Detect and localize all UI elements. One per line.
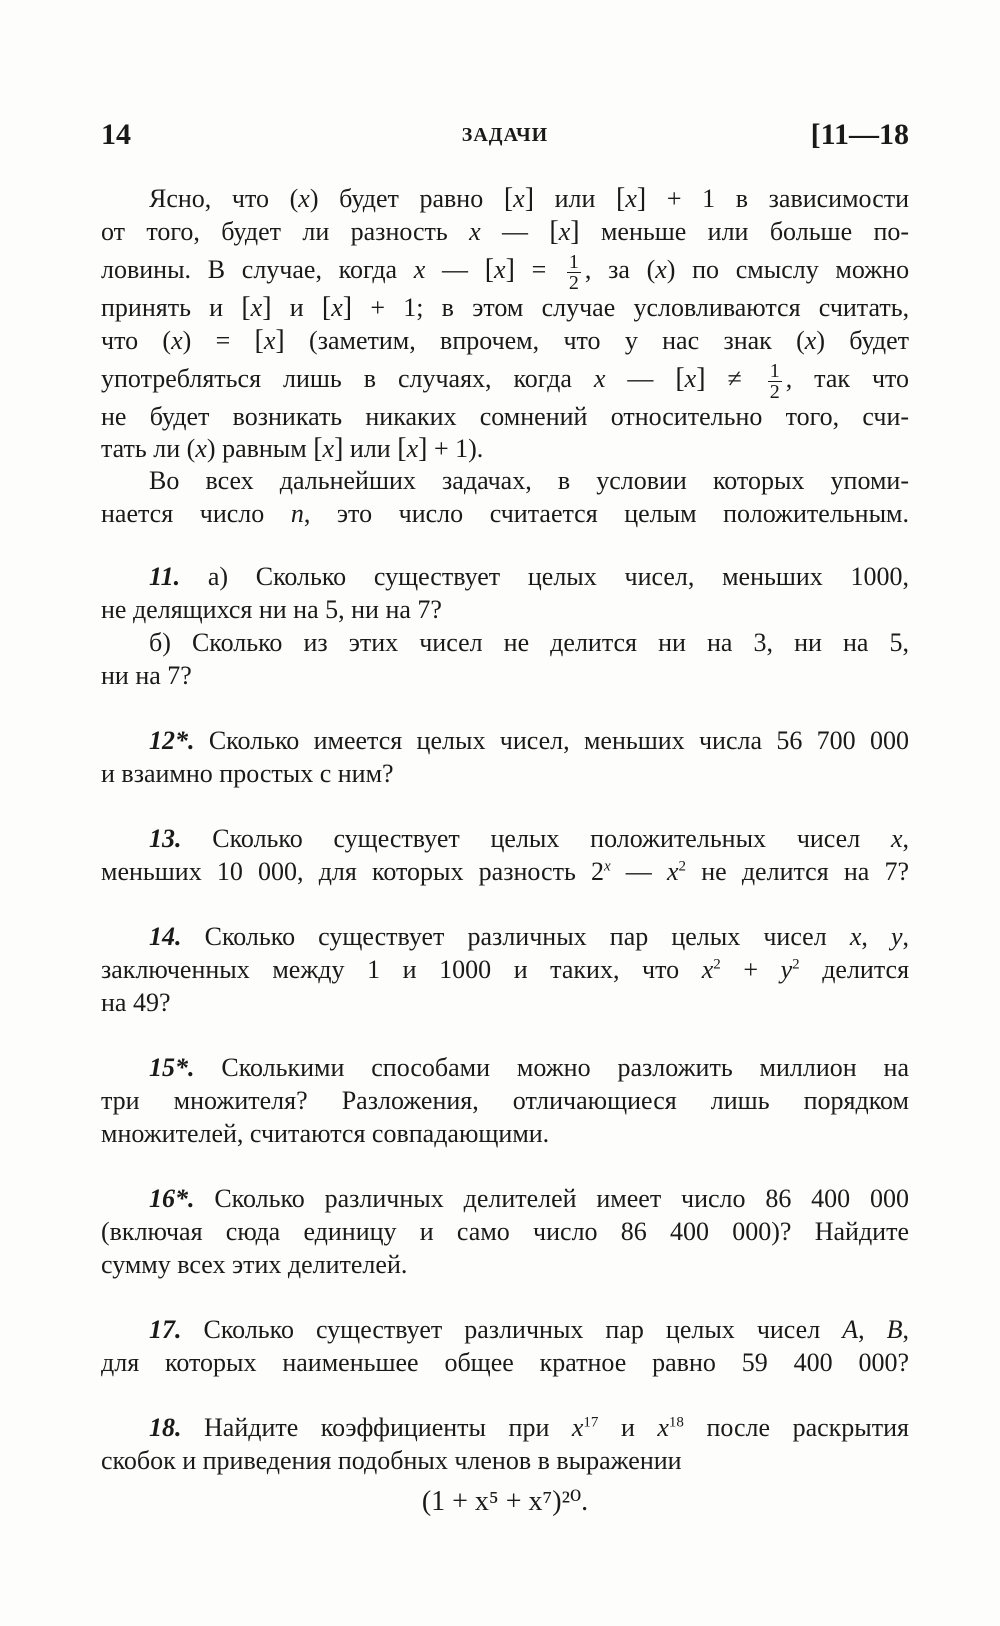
problem-16: 16*. Сколько различных делителей имеет число 86 400 000 (включая сюда единицу и само число 86 400 000)? Найдите сумму всех этих делителей.: [101, 1184, 909, 1279]
problem-number: 12*.: [149, 726, 195, 755]
problem-number: 15*.: [149, 1053, 195, 1082]
intro-p2-line-2: нается число n, это число считается целым положительным.: [101, 499, 909, 528]
fraction-one-half: $\frac{1}{2}$: [568, 250, 579, 294]
problem-number: 17.: [149, 1315, 182, 1344]
intro-line-3: ловины. В случае, когда x — [x] = $\frac{1}{2}$ , за (x) по смыслу можно: [101, 250, 910, 294]
page-number: 14: [101, 118, 131, 151]
problem-number: 14.: [149, 922, 182, 951]
running-header: [101, 118, 909, 158]
problem-17: 17. Сколько существует различных пар целых чисел A, B, для которых наименьшее общее кратное равно 59 400 000?: [101, 1315, 909, 1377]
intro-line-4: принять и [x] и [x] + 1; в этом случае условливаются считать,: [101, 292, 910, 323]
intro-line-6: употребляться лишь в случаях, когда x — [x] ≠ $\frac{1}{2}$ , так что: [101, 359, 910, 403]
problem-13: 13. Сколько существует целых положительных чисел x, меньших 10 000, для которых разность 2$^x$ — $x^2$ не делится на 7?: [101, 824, 909, 886]
problem-range: [11—18: [810, 118, 909, 151]
problem-11: 11. а) Сколько существует целых чисел, меньших 1000, не делящихся ни на 5, ни на 7? б) Сколько из этих чисел не делится ни на 3, ни на 5, ни на 7?: [101, 562, 910, 690]
problem-number: 13.: [149, 824, 182, 853]
intro-line-8: тать ли (x) равным [x] или [x] + 1).: [101, 433, 484, 464]
formula: (1 + x⁵ + x⁷)²⁰.: [421, 1486, 589, 1517]
page-body: [101, 182, 909, 1527]
problem-number: 18.: [149, 1413, 182, 1442]
intro-p2-line-1: Во всех дальнейших задачах, в условии которых упоми-: [149, 466, 909, 495]
problem-12: 12*. Сколько имеется целых чисел, меньших числа 56 700 000 и взаимно простых с ним?: [101, 726, 909, 788]
intro-line-2: от того, будет ли разность x — [x] меньше или больше по-: [101, 216, 910, 247]
problem-number: 11.: [149, 562, 181, 591]
intro-line-7: не будет возникать никаких сомнений относительно того, счи-: [101, 402, 910, 431]
problem-number: 16*.: [149, 1184, 195, 1213]
intro-line-5: что (x) = [x] (заметим, впрочем, что у нас знак (x) будет: [101, 325, 910, 356]
intro-line-1: Ясно, что (x) будет равно [x] или [x] + 1 в зависимости: [149, 183, 910, 214]
header-title: ЗАДАЧИ: [461, 124, 549, 146]
problem-18: 18. Найдите коэффициенты при $x^{17}$ и $x^{18}$ после раскрытия скобок и приведения подобных членов в выражении (1 + x⁵ + x⁷)²⁰.: [101, 1411, 909, 1527]
problem-14: 14. Сколько существует различных пар целых чисел x, y, заключенных между 1 и 1000 и таких, что $x^2 + y^2$ делится на 49?: [101, 922, 910, 1017]
problem-15: 15*. Сколькими способами можно разложить миллион на три множителя? Разложения, отличающиеся лишь порядком множителей, считаются совпадающими.: [101, 1053, 909, 1148]
fraction-one-half-2: $\frac{1}{2}$: [769, 359, 780, 403]
